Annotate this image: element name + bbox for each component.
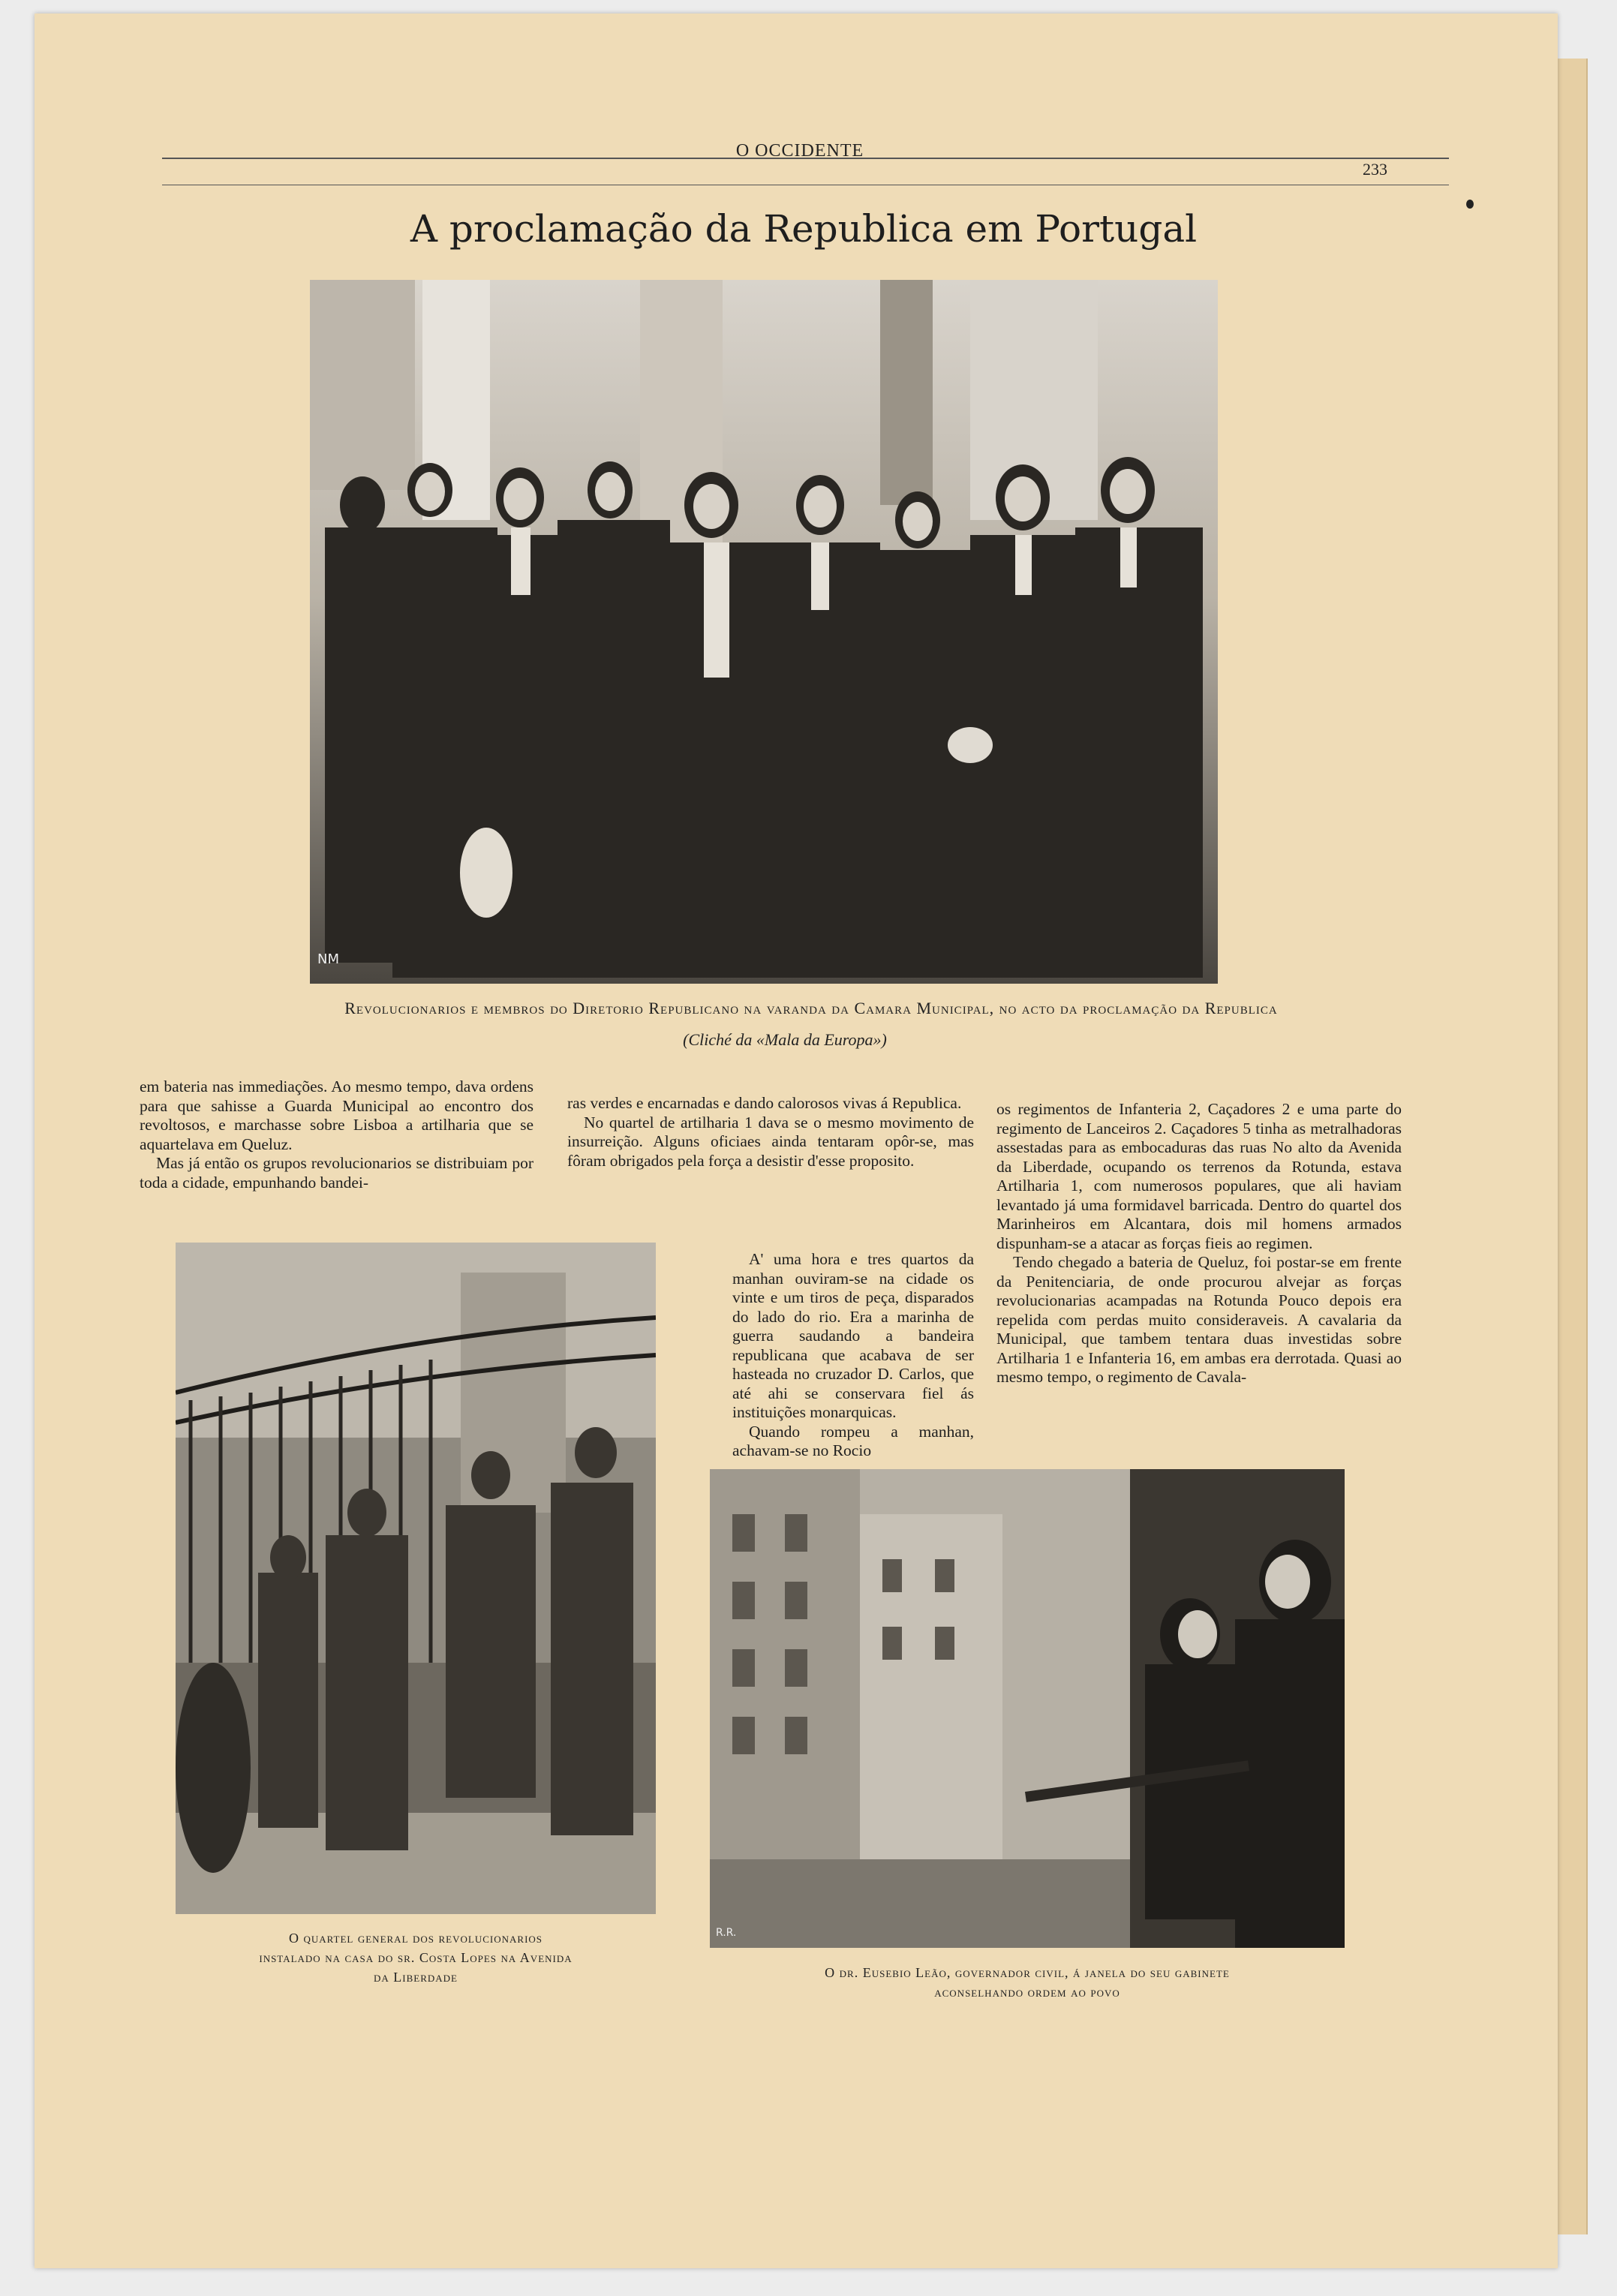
journal-name: O OCCIDENTE: [735, 141, 864, 161]
photo-monogram-right: R.R.: [716, 1927, 737, 1939]
col2-paragraph-3: A' uma hora e tres quartos da manhan ouviram-se na cidade os vinte e um tiros de peça, disparados do lado do rio. Era a marinha de guerra saudando a bandeira republicana que acabava de ser hasteada no cruzador D. Carlos, que até ahi se conservara fiel ás instituições monarquicas.: [732, 1250, 974, 1421]
col1-paragraph-2: Mas já então os grupos revolucionarios se distribuiam por toda a cidade, empunhando bandei-: [140, 1154, 533, 1192]
photo-eusebio-leao-window: [710, 1469, 1345, 1948]
credit-top-photo: (Cliché da «Mala da Europa»): [683, 1030, 887, 1049]
newspaper-page: [35, 14, 1558, 2268]
page-number: 233: [1363, 160, 1387, 179]
page-back-edge: [1558, 59, 1588, 2234]
caption-left-line-1: O quartel general dos revolucionarios: [288, 1931, 543, 1946]
text-column-1: [140, 1077, 533, 1192]
col2-paragraph-2: No quartel de artilharia 1 dava se o mesmo movimento de insurreição. Alguns oficiaes ainda tentaram opôr-se, mas fôram obrigados pela força a desistir d'esse proposito.: [567, 1113, 974, 1170]
caption-right-photo: [710, 1963, 1345, 2002]
photo-revolutionary-headquarters: [176, 1243, 656, 1914]
text-column-3: [996, 1100, 1402, 1387]
photo-revolutionaries-balcony: [310, 280, 1218, 984]
margin-dot: [1466, 200, 1474, 209]
text-column-2: [567, 1094, 974, 1171]
col3-paragraph-1: os regimentos de Infanteria 2, Caçadores 2 e uma parte do regimento de Lanceiros 2. Caçadores 5 tinha as metralhadoras assestadas para as embocaduras das ruas No alto da Avenida da Liberdade, ocupando os terrenos da Rotunda, estava Artilharia 1, com numerosos populares, que ali haviam levantado já uma formidavel barricada. Dentro do quartel dos Marinheiros em Alcantara, dois mil homens armados dispunham-se a atacar as forças fieis ao regimen.: [996, 1100, 1402, 1252]
caption-right-line-1: O dr. Eusebio Leão, governador civil, á janela do seu gabinete: [825, 1965, 1230, 1980]
col2-paragraph-1: ras verdes e encarnadas e dando calorosos vivas á Republica.: [567, 1094, 962, 1112]
caption-left-line-3: da Liberdade: [374, 1970, 458, 1985]
caption-left-line-2: instalado na casa do sr. Costa Lopes na Avenida: [259, 1950, 573, 1966]
caption-top-photo: Revolucionarios e membros do Diretorio Republicano na varanda da Camara Municipal, no acto da proclamação da Republica: [344, 999, 1278, 1017]
col1-paragraph-1: em bateria nas immediações. Ao mesmo tempo, dava ordens para que sahisse a Guarda Municipal ao encontro dos revoltosos, e marchasse sobre Lisboa a artilharia que se aquartelava em Queluz.: [140, 1077, 533, 1153]
photo-headquarters-illustration: [176, 1243, 656, 1914]
caption-left-photo: [176, 1928, 656, 1987]
photo-balcony-illustration: [310, 280, 1218, 984]
caption-right-line-2: aconselhando ordem ao povo: [934, 1985, 1120, 2000]
col2-paragraph-4: Quando rompeu a manhan, achavam-se no Rocio: [732, 1422, 974, 1459]
photo-monogram: NM: [317, 951, 339, 967]
col3-paragraph-2: Tendo chegado a bateria de Queluz, foi postar-se em frente da Penitenciaria, de onde procurou alvejar as forças revolucionarias acampadas na Rotunda Pouco depois era repelida com perdas muito consideraveis. A cavalaria da Municipal, que tambem tentara duas investidas sobre Artilharia 1 e Infanteria 16, em ambas era derrotada. Quasi ao mesmo tempo, o regimento de Cavala-: [996, 1253, 1402, 1386]
article-title: A proclamação da Republica em Portugal: [410, 207, 1198, 251]
photo-window-illustration: [710, 1469, 1345, 1948]
text-column-2-lower: [732, 1250, 974, 1461]
